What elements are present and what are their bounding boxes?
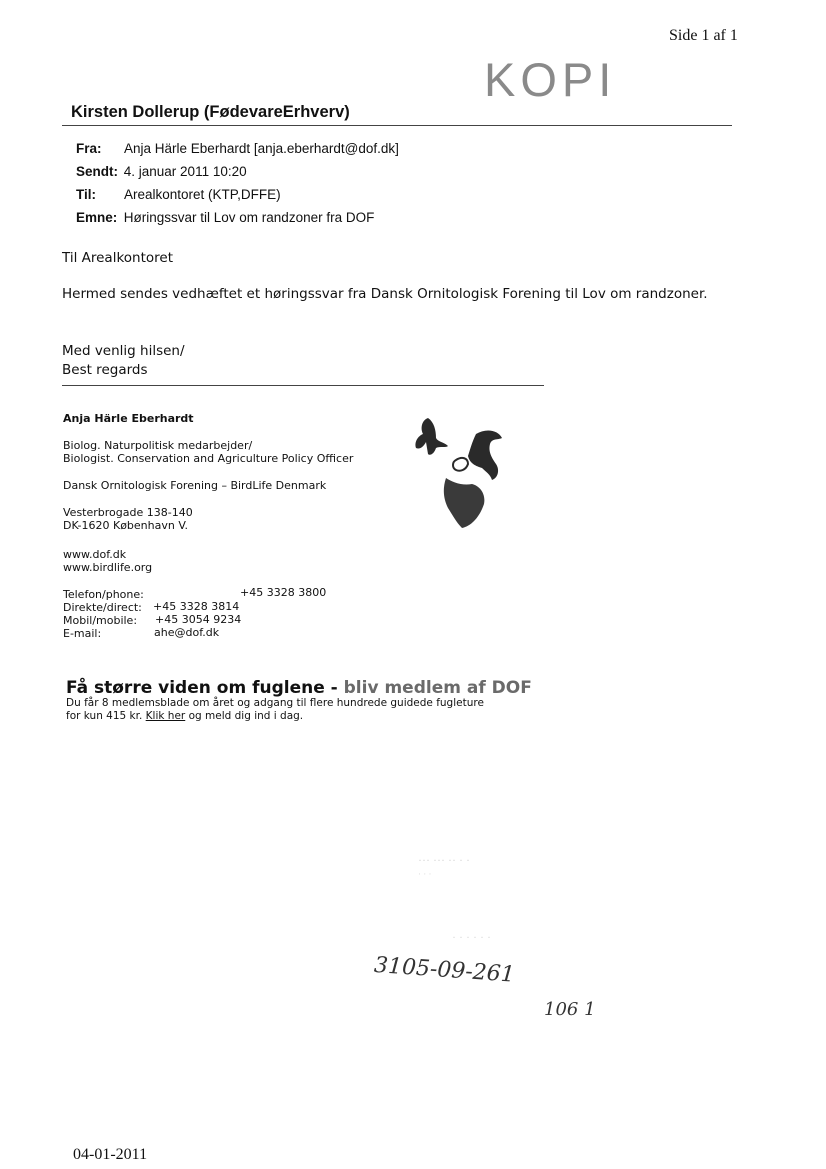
direct-phone-label: Direkte/direct: <box>63 601 142 614</box>
faded-stamp-text-2: · · · <box>418 869 432 879</box>
sent-value: 4. januar 2011 10:20 <box>123 164 247 179</box>
handwritten-reference <box>542 996 610 1020</box>
logo-bird-bottom <box>444 478 485 528</box>
subject-row <box>76 210 374 225</box>
logo-bird-left <box>415 418 448 455</box>
kopi-stamp: KOPI <box>484 53 617 106</box>
header-divider <box>62 125 732 126</box>
join-link[interactable]: Klik her <box>145 710 186 722</box>
email-label: E-mail: <box>63 627 102 640</box>
handwritten-case-number <box>372 950 557 990</box>
subject-label: Emne: <box>76 210 118 225</box>
from-row <box>76 141 399 156</box>
faded-stamp-text-1: ··· ··· ·· · · <box>418 853 470 867</box>
logo-bird-right <box>468 431 502 480</box>
membership-heading <box>66 678 532 698</box>
membership-text-end: og meld dig ind i dag. <box>185 710 304 722</box>
dof-bird-logo-icon <box>406 412 506 530</box>
signature-title-en: Biologist. Conservation and Agriculture Policy Officer <box>63 452 354 465</box>
footer-date: 04-01-2011 <box>73 1146 148 1163</box>
phone-label: Telefon/phone: <box>63 588 144 601</box>
page-number-label: Side 1 af 1 <box>669 27 738 44</box>
signature-address-city: DK-1620 København V. <box>63 519 188 532</box>
handwritten-case-number-text: 3105-09-261 <box>373 952 516 988</box>
subject-value: Høringssvar til Lov om randzoner fra DOF <box>123 210 375 225</box>
to-row <box>76 187 281 202</box>
mobile-label: Mobil/mobile: <box>63 614 138 627</box>
faded-stamp-text-3: · · · · · · <box>452 930 491 944</box>
signature-organization: Dansk Ornitologisk Forening – BirdLife Denmark <box>63 479 327 492</box>
signature-website-dof[interactable]: www.dof.dk <box>63 548 127 561</box>
membership-heading-part1: Få større viden om fuglene - <box>66 678 344 698</box>
from-value: Anja Härle Eberhardt [anja.eberhardt@dof.dk] <box>124 141 399 156</box>
signature-name: Anja Härle Eberhardt <box>63 412 194 425</box>
sender-organization: Kirsten Dollerup (FødevareErhverv) <box>71 103 350 121</box>
signature-divider <box>62 385 544 386</box>
to-label: Til: <box>76 187 96 202</box>
logo-bird-center <box>453 458 468 471</box>
greeting: Til Arealkontoret <box>62 250 173 266</box>
signature-website-birdlife[interactable]: www.birdlife.org <box>63 561 153 574</box>
message-text: Hermed sendes vedhæftet et høringssvar fra Dansk Ornitologisk Forening til Lov om randzoner. <box>62 286 708 302</box>
closing-line-1: Med venlig hilsen/ <box>62 343 185 359</box>
phone-value: +45 3328 3800 <box>240 586 327 599</box>
signature-title-da: Biolog. Naturpolitisk medarbejder/ <box>63 439 253 452</box>
membership-heading-part2: bliv medlem af DOF <box>343 678 532 698</box>
closing-line-2: Best regards <box>62 362 148 378</box>
email-value[interactable]: ahe@dof.dk <box>154 626 220 639</box>
sent-row <box>76 164 247 179</box>
handwritten-reference-text: 106 1 <box>544 999 596 1020</box>
membership-text-line2 <box>66 710 303 722</box>
mobile-value: +45 3054 9234 <box>155 613 242 626</box>
from-label: Fra: <box>76 141 102 156</box>
direct-phone-value: +45 3328 3814 <box>153 600 240 613</box>
membership-text-start: for kun 415 kr. <box>66 710 146 722</box>
signature-address-street: Vesterbrogade 138-140 <box>63 506 193 519</box>
to-value: Arealkontoret (KTP,DFFE) <box>124 187 281 202</box>
sent-label: Sendt: <box>76 164 118 179</box>
membership-text-line1: Du får 8 medlemsblade om året og adgang til flere hundrede guidede fugleture <box>66 697 484 709</box>
